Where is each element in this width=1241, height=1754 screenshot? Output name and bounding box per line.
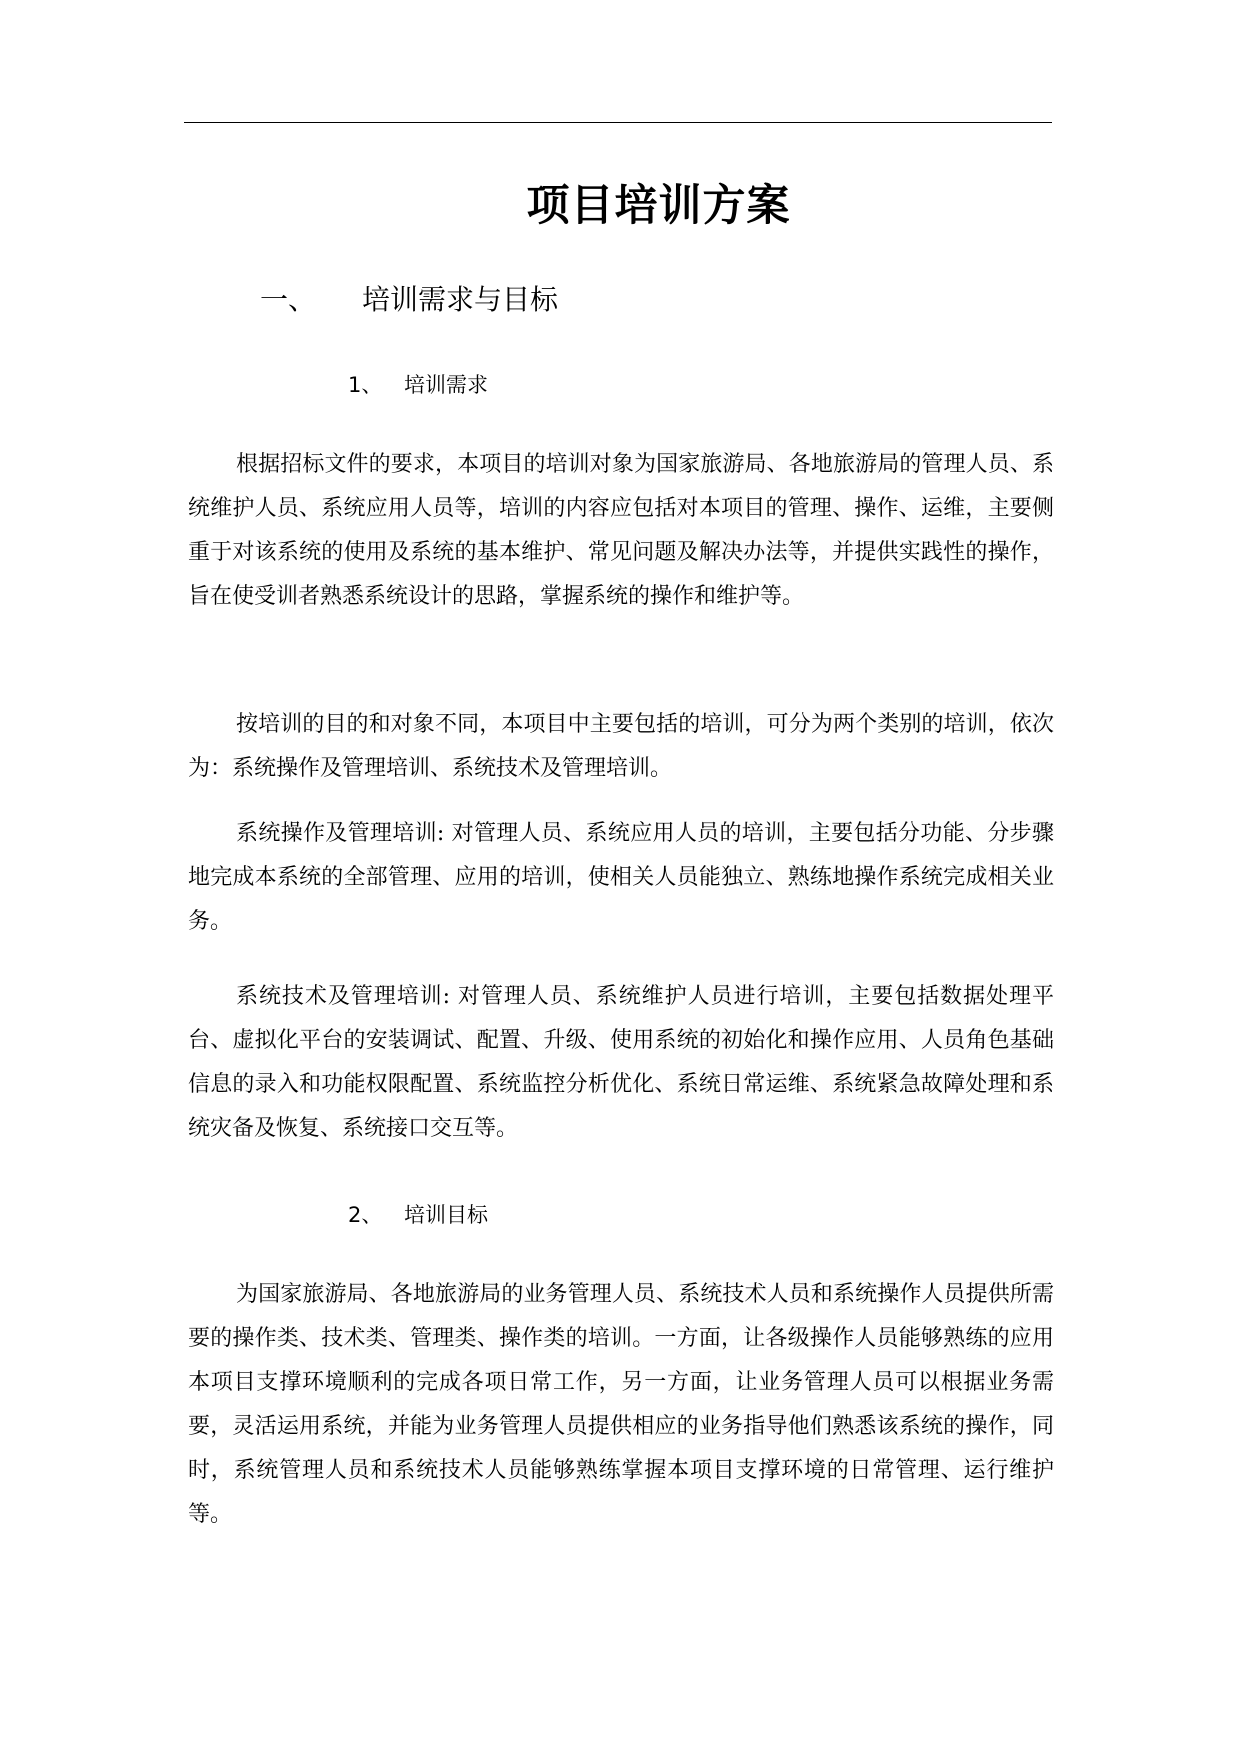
subheading-title: 培训目标 [404,1203,488,1227]
paragraph-2: 按培训的目的和对象不同，本项目中主要包括的培训，可分为两个类别的培训，依次为：系统操作及管理培训、系统技术及管理培训。 [188,712,1054,781]
document-title: 项目培训方案 [526,181,791,231]
subheading-number: 1、 [348,373,383,397]
subheading-training-needs [348,370,488,400]
paragraph-4: 系统技术及管理培训: 对管理人员、系统维护人员进行培训，主要包括数据处理平台、虚拟化平台的安装调试、配置、升级、使用系统的初始化和操作应用、人员角色基础信息的录入和功能权限配置、系统监控分析优化、系统日常运维、系统紧急故障处理和系统灾备及恢复、系统接口交互等。 [188,984,1054,1141]
subheading-training-goals [348,1200,488,1230]
section-heading-1 [260,280,558,320]
paragraph-5: 为国家旅游局、各地旅游局的业务管理人员、系统技术人员和系统操作人员提供所需要的操作类、技术类、管理类、操作类的培训。一方面，让各级操作人员能够熟练的应用本项目支撑环境顺利的完成各项日常工作，另一方面，让业务管理人员可以根据业务需要，灵活运用系统，并能为业务管理人员提供相应的业务指导他们熟悉该系统的操作，同时，系统管理人员和系统技术人员能够熟练掌握本项目支撑环境的日常管理、运行维护等。 [188,1282,1054,1527]
paragraph-3: 系统操作及管理培训: 对管理人员、系统应用人员的培训，主要包括分功能、分步骤地完成本系统的全部管理、应用的培训，使相关人员能独立、熟练地操作系统完成相关业务。 [188,821,1054,934]
header-rule [184,122,1052,123]
section-title: 培训需求与目标 [362,283,559,316]
subheading-number: 2、 [348,1203,383,1227]
section-number: 一、 [260,283,317,316]
paragraph-1: 根据招标文件的要求，本项目的培训对象为国家旅游局、各地旅游局的管理人员、系统维护人员、系统应用人员等，培训的内容应包括对本项目的管理、操作、运维，主要侧重于对该系统的使用及系统的基本维护、常见问题及解决办法等，并提供实践性的操作，旨在使受训者熟悉系统设计的思路，掌握系统的操作和维护等。 [188,452,1054,609]
subheading-title: 培训需求 [404,373,488,397]
